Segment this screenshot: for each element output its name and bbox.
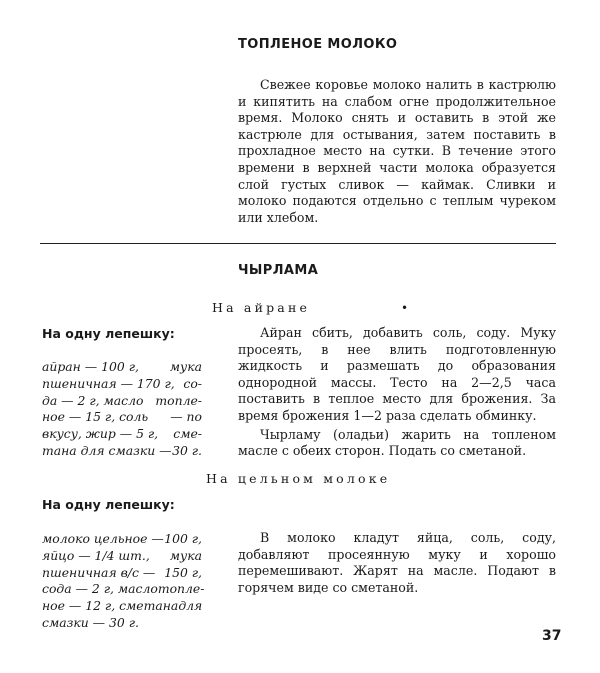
variant1-ingredients [42,359,202,460]
ingredient-line: ное — 12 г, сметана для [42,598,203,614]
variant1-portion-label: На одну лепешку: [42,326,175,341]
page-number: 37 [542,628,562,644]
ingredient-line: пшеничная в/с — 150 г, [42,564,202,580]
variant1-method-paragraph-2: Чырламу (оладьи) жарить на топленом масле с обеих сторон. Подать со сметаной. [238,426,556,459]
variant2-ingredients [42,531,205,632]
ingredient-line: вкусу, жир — 5 г, сме- [42,426,202,442]
toplenoe-moloko-paragraph: Свежее коровье молоко налить в кастрюлю и кипятить на слабом огне продолжительное время. Молоко снять и оставить в этой же кастрюле для остывания, затем поставить в прохладное место на сутки. В течение этого времени в верхней части молока образуется слой густых сливок — каймак. Сливки и молоко подаются отдельно с теплым чуреком или хлебом. [238,77,556,225]
variant1-method-paragraph-1: Айран сбить, добавить соль, соду. Муку просеять, в нее влить подготовленную жидкость и размешать до образования однородной массы. Тесто на 2—2,5 часа поставить в теплое место для брожения. За время брожения 1—2 раза сделать обминку. [238,325,556,423]
ingredient-line: тана для смазки — 30 г. [42,442,202,458]
variant2-portion-label: На одну лепешку: [42,497,175,512]
ingredient-line: айран — 100 г, мука [42,359,202,374]
ingredient-line: молоко цельное — 100 г, [42,531,202,546]
ingredient-line: ное — 15 г, соль — по [42,409,202,425]
ingredient-line: смазки — 30 г. [42,614,139,630]
section-divider [40,243,556,244]
variant2-subtitle: На цельном молоке [206,471,391,486]
ingredient-line: да — 2 г, масло топле- [42,392,202,408]
ingredient-line: пшеничная — 170 г, со- [42,375,202,391]
variant2-method [238,530,556,596]
speck-mark: • [401,301,409,315]
section-title-chyrlama: ЧЫРЛАМА [238,263,319,278]
variant2-method-paragraph: В молоко кладут яйца, соль, соду, добавляют просеянную муку и хорошо перемешивают. Жарят на масле. Подают в горячем виде со сметаной. [238,530,556,595]
ingredient-line: сода — 2 г, масло топле- [42,581,205,597]
ingredient-line: яйцо — 1/4 шт., мука [42,547,202,563]
variant1-method [238,325,556,460]
toplenoe-moloko-text [238,77,556,226]
section-title-toplenoe-moloko: ТОПЛЕНОЕ МОЛОКО [238,37,398,52]
variant1-subtitle: На айране [212,300,311,315]
